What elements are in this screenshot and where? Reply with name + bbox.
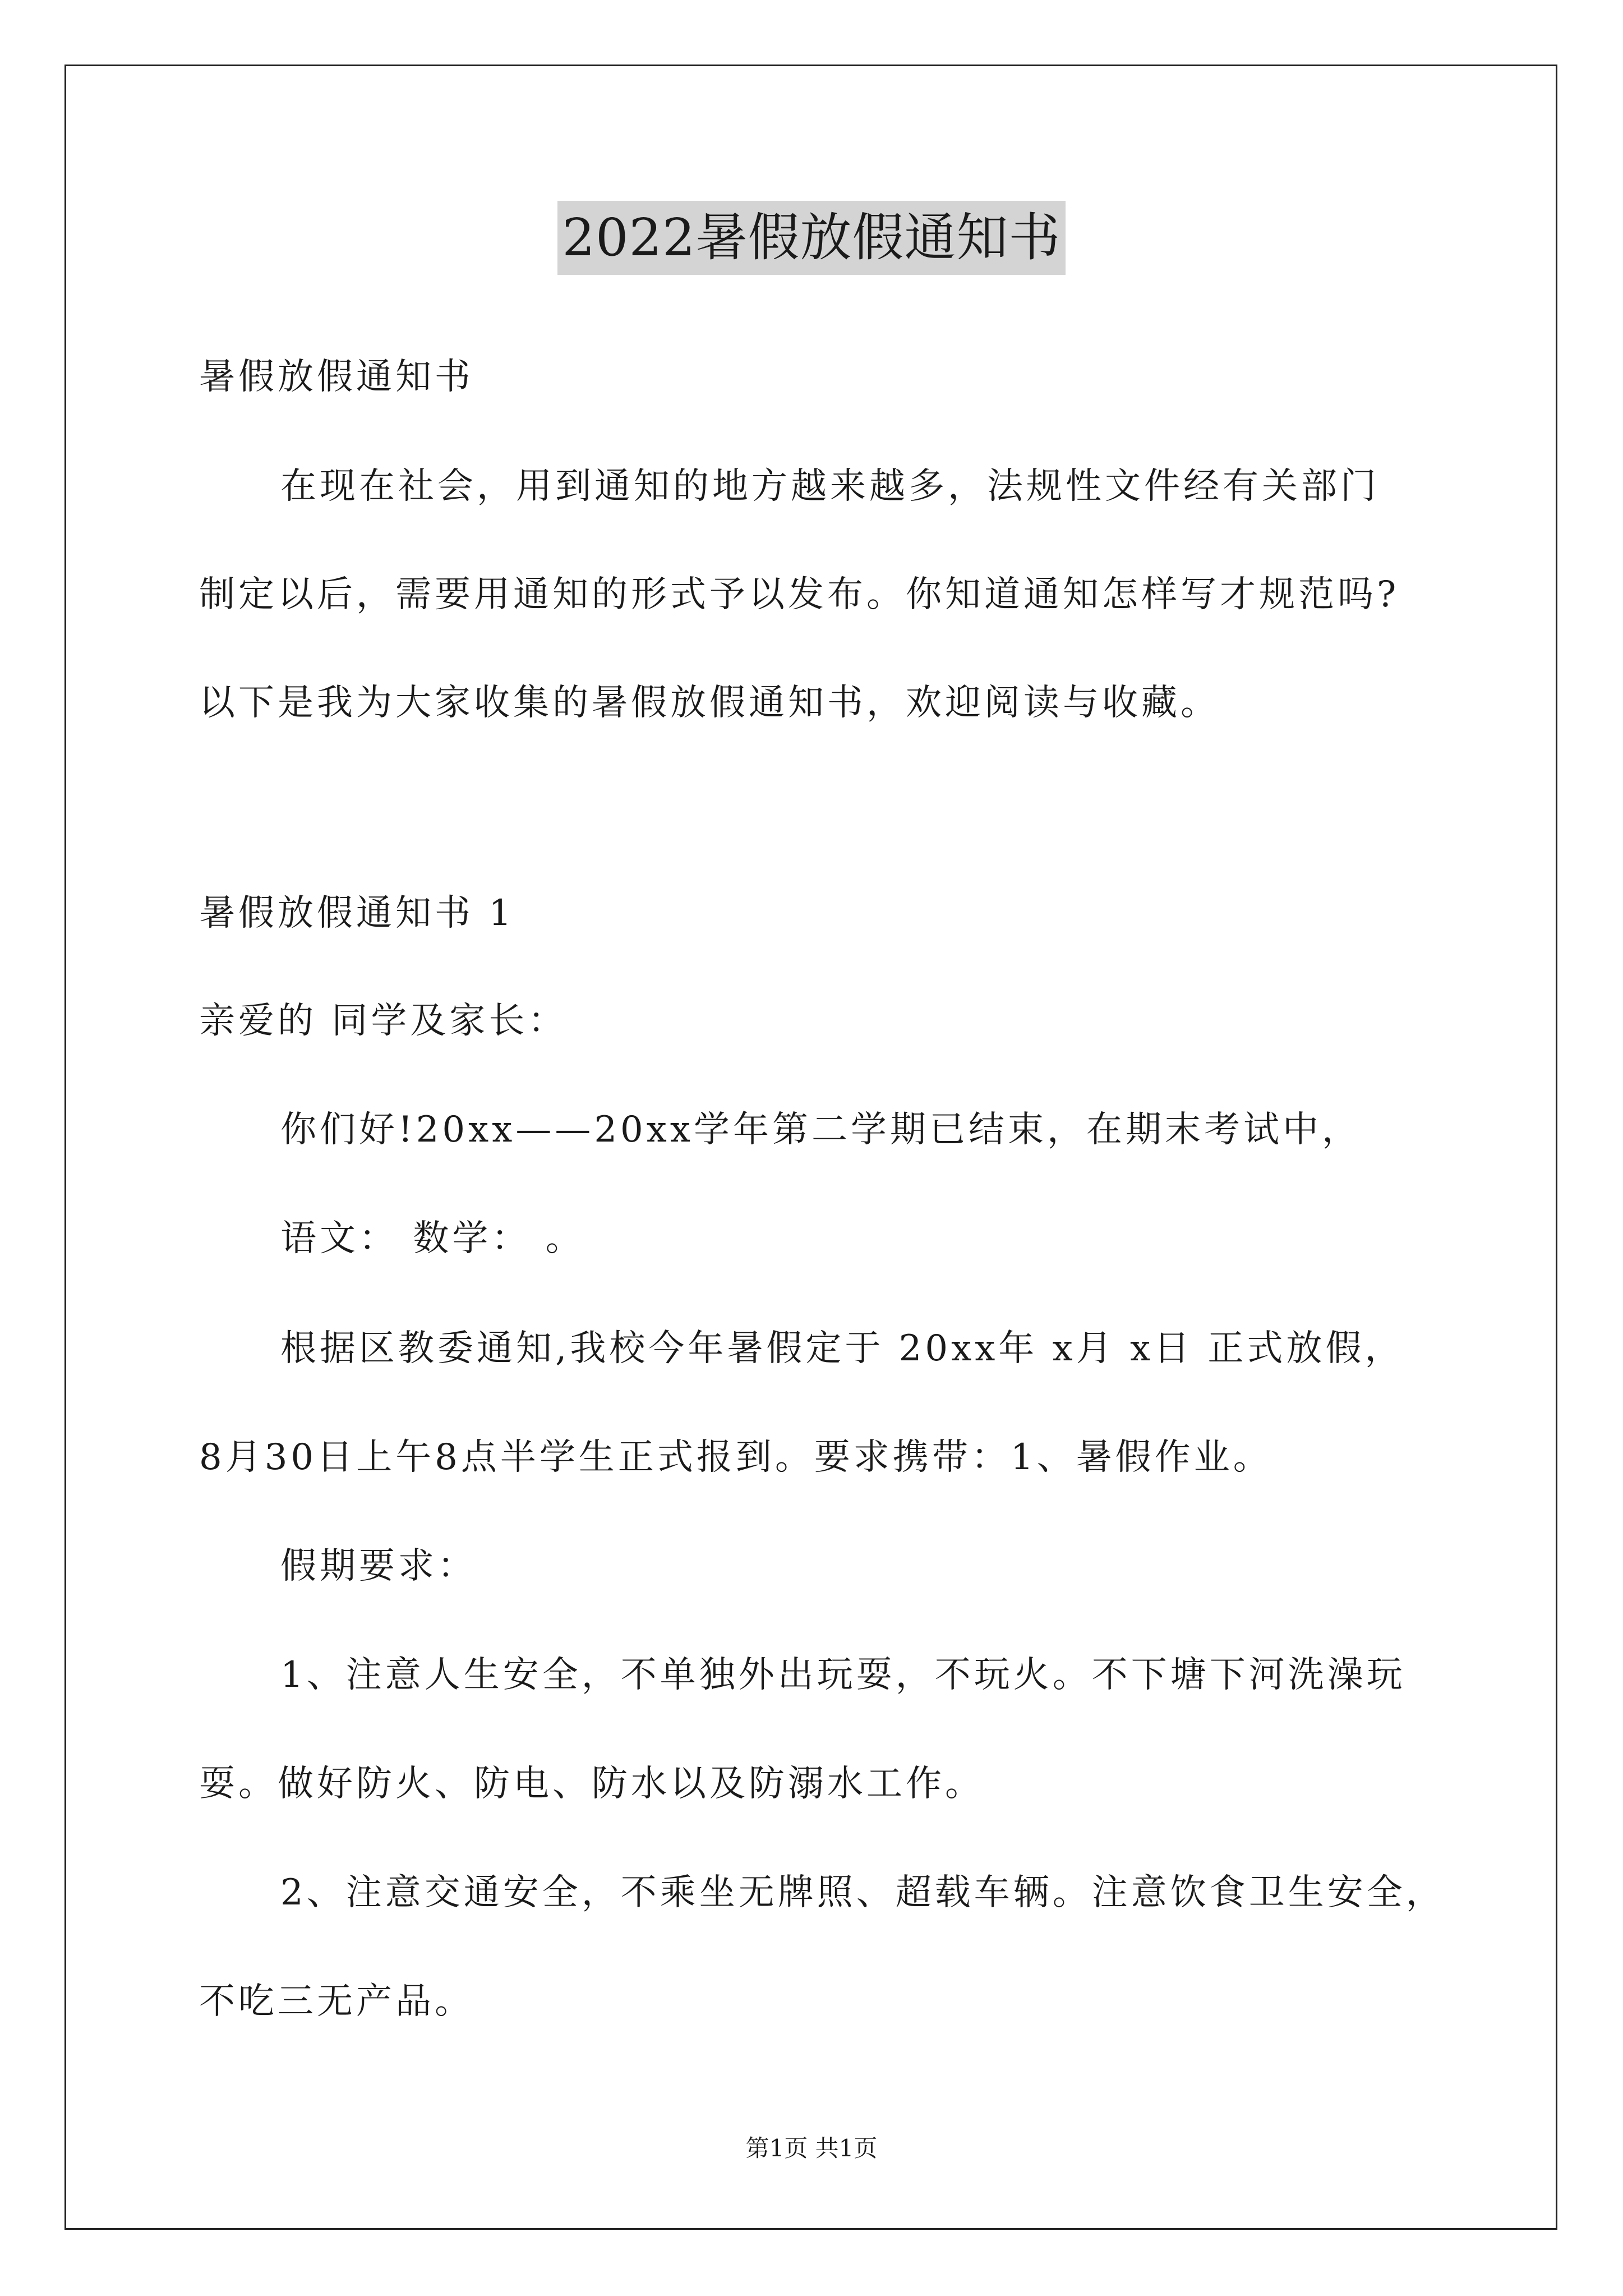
body-line-2: 语文： 数学： 。 bbox=[280, 1218, 585, 1259]
document-title: 2022暑假放假通知书 bbox=[557, 201, 1065, 275]
body-line-4: 8月30日上午8点半学生正式报到。要求携带：1、暑假作业。 bbox=[199, 1437, 1272, 1478]
body-line-1: 你们好!20xx——20xx学年第二学期已结束，在期末考试中， bbox=[280, 1109, 1361, 1151]
section-heading: 暑假放假通知书 1 bbox=[199, 892, 515, 934]
salutation: 亲爱的 同学及家长： bbox=[199, 1000, 568, 1042]
title-container bbox=[0, 201, 1623, 275]
body-line-3: 根据区教委通知,我校今年暑假定于 20xx年 x月 x日 正式放假， bbox=[280, 1328, 1404, 1369]
intro-line-3: 以下是我为大家收集的暑假放假通知书，欢迎阅读与收藏。 bbox=[199, 682, 1220, 724]
body-line-6: 1、注意人生安全，不单独外出玩耍，不玩火。不下塘下河洗澡玩 bbox=[280, 1654, 1406, 1696]
document-subtitle: 暑假放假通知书 bbox=[199, 356, 474, 398]
page-footer: 第1页 共1页 bbox=[745, 2134, 878, 2162]
body-line-5: 假期要求： bbox=[280, 1545, 477, 1587]
body-line-9: 不吃三无产品。 bbox=[199, 1981, 474, 2022]
intro-line-2: 制定以后，需要用通知的形式予以发布。你知道通知怎样写才规范吗? bbox=[199, 574, 1400, 615]
intro-line-1: 在现在社会，用到通知的地方越来越多，法规性文件经有关部门 bbox=[280, 466, 1380, 507]
body-line-7: 耍。做好防火、防电、防水以及防溺水工作。 bbox=[199, 1763, 984, 1805]
body-line-8: 2、注意交通安全，不乘坐无牌照、超载车辆。注意饮食卫生安全， bbox=[280, 1872, 1445, 1913]
